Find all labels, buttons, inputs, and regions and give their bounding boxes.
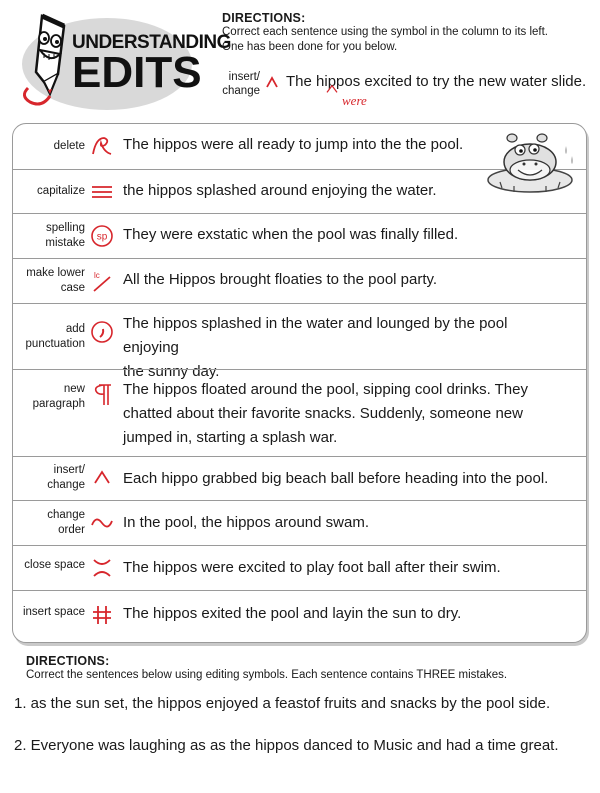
label-line: new [63,383,85,395]
close-space-icon [90,556,114,580]
delete-loop-icon [90,134,114,158]
sentence-line: chatted about their favorite snacks. Suddenly, someone new [123,405,523,422]
sentence-line: the sunny day. [123,363,220,380]
directions-text: Correct each sentence using the symbol in the column to its left. [222,26,548,38]
lowercase-slash-icon [90,269,114,293]
row-sentence: The hippos exited the pool and layin the sun to dry. [123,605,462,622]
row-sentence: Each hippo grabbed big beach ball before heading into the pool. [123,470,549,487]
label-line: change [222,85,260,97]
sentence-line: The hippos floated around the pool, sipping cool drinks. They [123,381,528,398]
row-label [13,322,85,352]
label-line: capitalize [37,185,85,197]
label-line: paragraph [32,398,85,410]
swap-curve-icon [90,511,114,535]
row-label [13,221,85,251]
label-line: delete [53,140,85,152]
label-line: spelling [46,222,85,234]
example-row [218,70,598,110]
label-line: punctuation [25,338,85,350]
top-directions [222,11,592,55]
row-label [13,463,85,493]
hippo-float-icon [480,126,580,198]
row-sentence: All the Hippos brought floaties to the pool party. [123,271,438,288]
sp: sp [96,231,108,243]
table-row [13,500,586,545]
example-correction: were [342,93,367,108]
row-label [13,605,85,620]
exercise-sentence: 2. Everyone was laughing as as the hippos danced to Music and had a time great. [14,737,559,754]
logo [14,6,231,118]
label-line: insert space [22,606,85,618]
hash-icon [90,603,114,627]
label-line: change [47,479,85,491]
directions-heading: DIRECTIONS: [222,11,306,25]
label-line: make lower [26,267,85,279]
table-row [13,213,586,258]
row-label [13,266,85,296]
paragraph-icon [90,382,114,406]
row-sentence: They were exstatic when the pool was finally filled. [123,226,459,243]
caret-icon [264,74,280,90]
label-line: case [60,282,85,294]
table-row [13,456,586,500]
row-sentence: The hippos were all ready to jump into the the pool. [123,136,464,153]
exercise-sentence: 1. as the sun set, the hippos enjoyed a feastof fruits and snacks by the pool side. [14,695,551,712]
table-row [13,258,586,303]
caret-icon [90,465,114,489]
directions-text: One has been done for you below. [222,41,398,53]
row-label [13,184,85,199]
directions-heading: DIRECTIONS: [26,654,110,668]
table-row [13,369,586,456]
label-line: mistake [45,237,85,249]
sentence-line: The hippos splashed in the water and lounged by the pool enjoying [123,315,508,356]
triple-line-icon [90,180,114,204]
editing-symbols-table [12,123,587,643]
label-line: add [65,323,85,335]
row-label [13,558,85,573]
label-line: insert/ [228,71,260,83]
row-label [13,508,85,538]
lc: lc [94,271,100,280]
circled-comma-icon [90,320,114,344]
table-row [13,545,586,590]
spelling-circle-icon [90,224,114,248]
bottom-directions [26,654,586,683]
label-line: order [58,524,85,536]
row-sentence: In the pool, the hippos around swam. [123,514,369,531]
logo-title-line1: UNDERSTANDING [72,32,231,53]
example-label [218,70,260,98]
label-line: change [47,509,85,521]
logo-title-line2: EDITS [72,48,202,97]
example-sentence: The hippos excited to try the new water slide. [286,73,587,90]
directions-text: Correct the sentences below using editing symbols. Each sentence contains THREE mistakes. [26,669,508,681]
label-line: insert/ [53,464,85,476]
row-sentence [123,378,563,450]
table-row [13,590,586,642]
table-row [13,303,586,380]
caret-insert-mark-icon [324,84,340,94]
row-label [13,382,85,412]
row-sentence: The hippos were excited to play foot ball after their swim. [123,559,501,576]
label-line: close space [24,559,85,571]
row-label [13,139,85,154]
row-sentence: the hippos splashed around enjoying the water. [123,182,437,199]
sentence-line: jumped in, starting a splash war. [123,429,338,446]
